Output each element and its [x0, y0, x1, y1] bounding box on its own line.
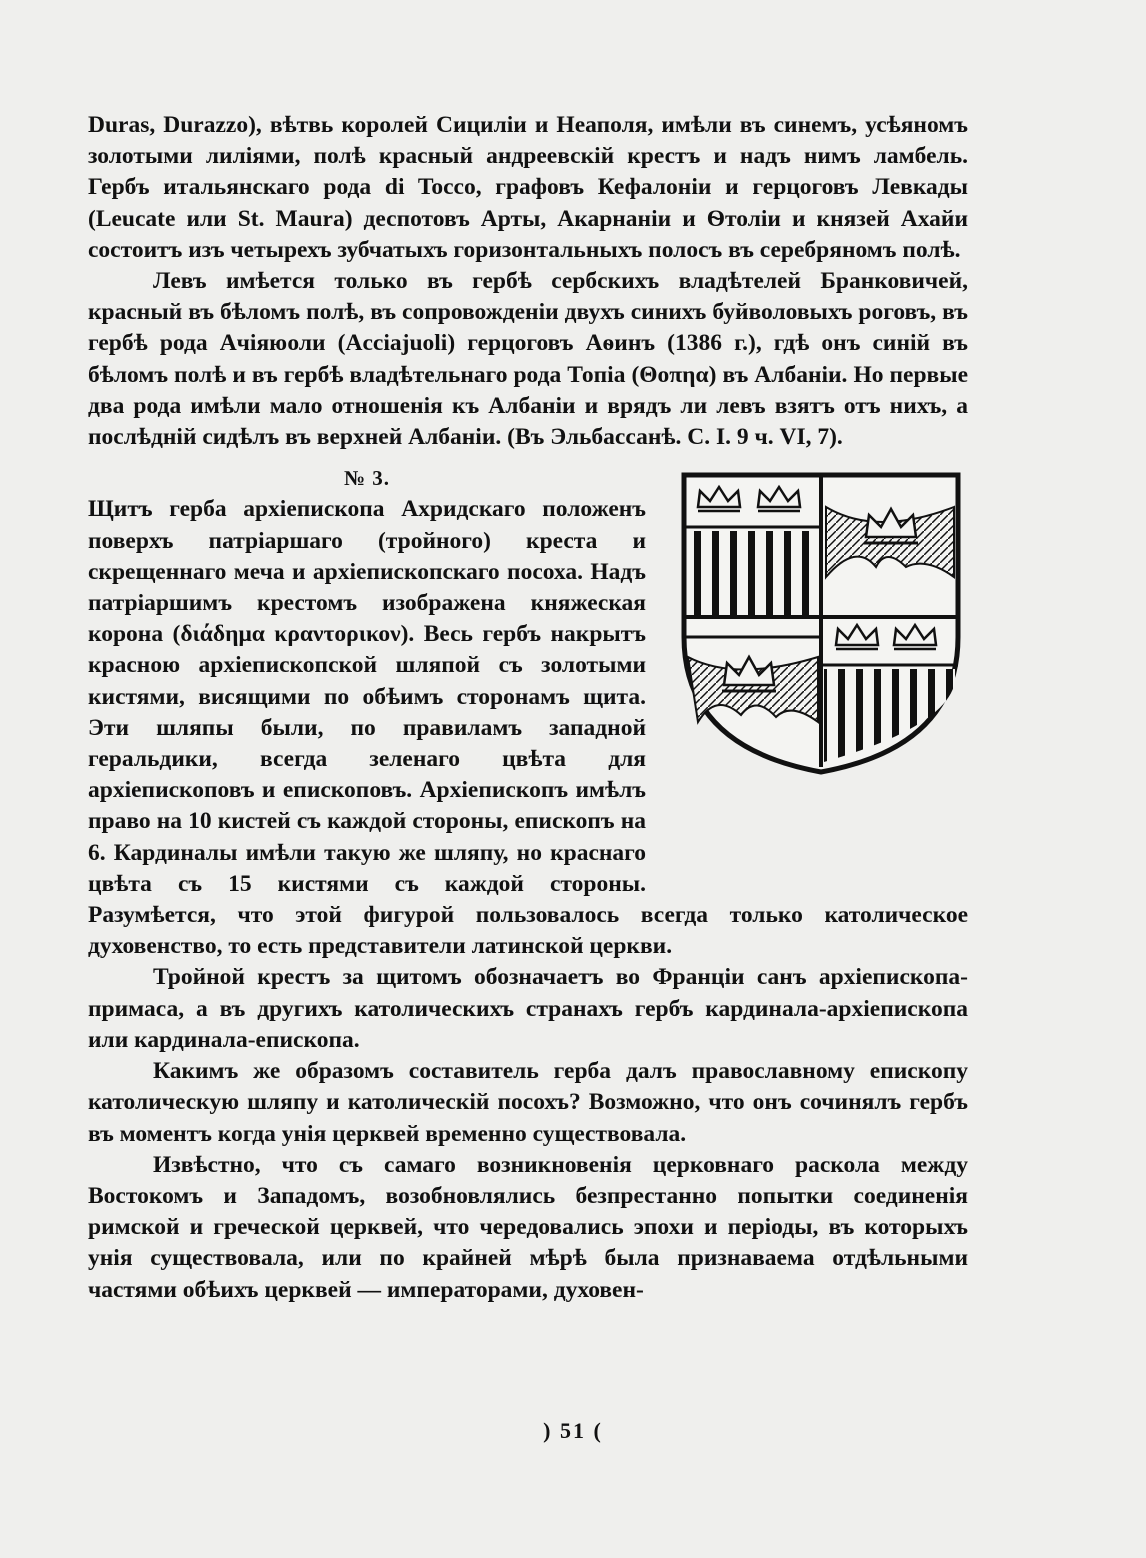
text-block	[88, 110, 968, 1306]
paragraph-5: Какимъ же образомъ составитель герба далъ православному епископу католическую шляпу и католическій посохъ? Возможно, что онъ сочинялъ гербъ въ моментъ когда унія церквей временно существовала.	[88, 1058, 968, 1147]
paragraph-2: Левъ имѣется только въ гербѣ сербскихъ владѣтелей Бранковичей, красный въ бѣломъ полѣ, въ сопровожденіи двухъ синихъ буйволовыхъ роговъ, въ гербѣ рода Ачіяюоли (Acciajuoli) герцоговъ Аѳинъ (1386 г.), гдѣ онъ синій въ бѣломъ полѣ и въ гербѣ владѣтельнаго рода Топіа (Θοπηα) въ Албаніи. Но первые два рода имѣли мало отношенія къ Албаніи и врядъ ли левъ взятъ отъ нихъ, а послѣдній сидѣлъ въ верхней Албаніи. (Въ Эльбассанѣ. С. I. 9 ч. VI, 7).	[88, 268, 968, 451]
paragraph-3-text: Щитъ герба архіепископа Ахридскаго положенъ поверхъ патріаршаго (тройного) креста и скрещеннаго меча и архіепископскаго посоха. Надъ патріаршимъ крестомъ изображена княжеская корона (διάδημα κραντορικον). Весь гербъ накрытъ красною архіепископской шляпой съ золотыми кистями, висящими по обѣимъ сторонамъ щита. Эти шляпы были, по правиламъ западной геральдики, всегда зеленаго цвѣта для архіепископовъ и епископовъ. Архіепископъ имѣлъ право на 10 кистей съ каждой стороны, епископъ на 6. Кардиналы имѣли такую же шляпу, но краснаго цвѣта съ 15 кистями съ каждой стороны. Разумѣется, что этой фигурой пользовалось всегда только католическое духовенство, то есть представители латинской церкви.	[88, 496, 968, 960]
figure-caption: № 3.	[343, 466, 391, 491]
paragraph-1: Duras, Durazzo), вѣтвь королей Сициліи и Неаполя, имѣли въ синемъ, усѣяномъ золотыми лиліями, полѣ красный андреевскій крестъ и надъ нимъ ламбель. Гербъ итальянскаго рода di Tocco, графовъ Кефалоніи и герцоговъ Левкады (Leucate или St. Maura) деспотовъ Арты, Акарнаніи и Ѳтоліи и князей Ахайи состоитъ изъ четырехъ зубчатыхъ горизонтальныхъ полосъ въ серебряномъ полѣ.	[88, 112, 968, 263]
paragraph-4: Тройной крестъ за щитомъ обозначаетъ во Франціи санъ архіепископа-примаса, а въ другихъ католическихъ странахъ гербъ кардинала-архіепископа или кардинала-епископа.	[88, 964, 968, 1053]
paragraph-6: Извѣстно, что съ самаго возникновенія церковнаго раскола между Востокомъ и Западомъ, возобновлялись безпрестанно попытки соединенія римской и греческой церквей, что чередовались эпохи и періоды, въ которыхъ унія существовала, или по крайней мѣрѣ была признаваема отдѣльными частями обѣихъ церквей — императорами, духовен-	[88, 1151, 968, 1303]
coat-of-arms-figure	[666, 467, 976, 872]
page-number: ) 51 (	[543, 1418, 603, 1443]
coat-of-arms-shield-icon	[676, 467, 966, 777]
